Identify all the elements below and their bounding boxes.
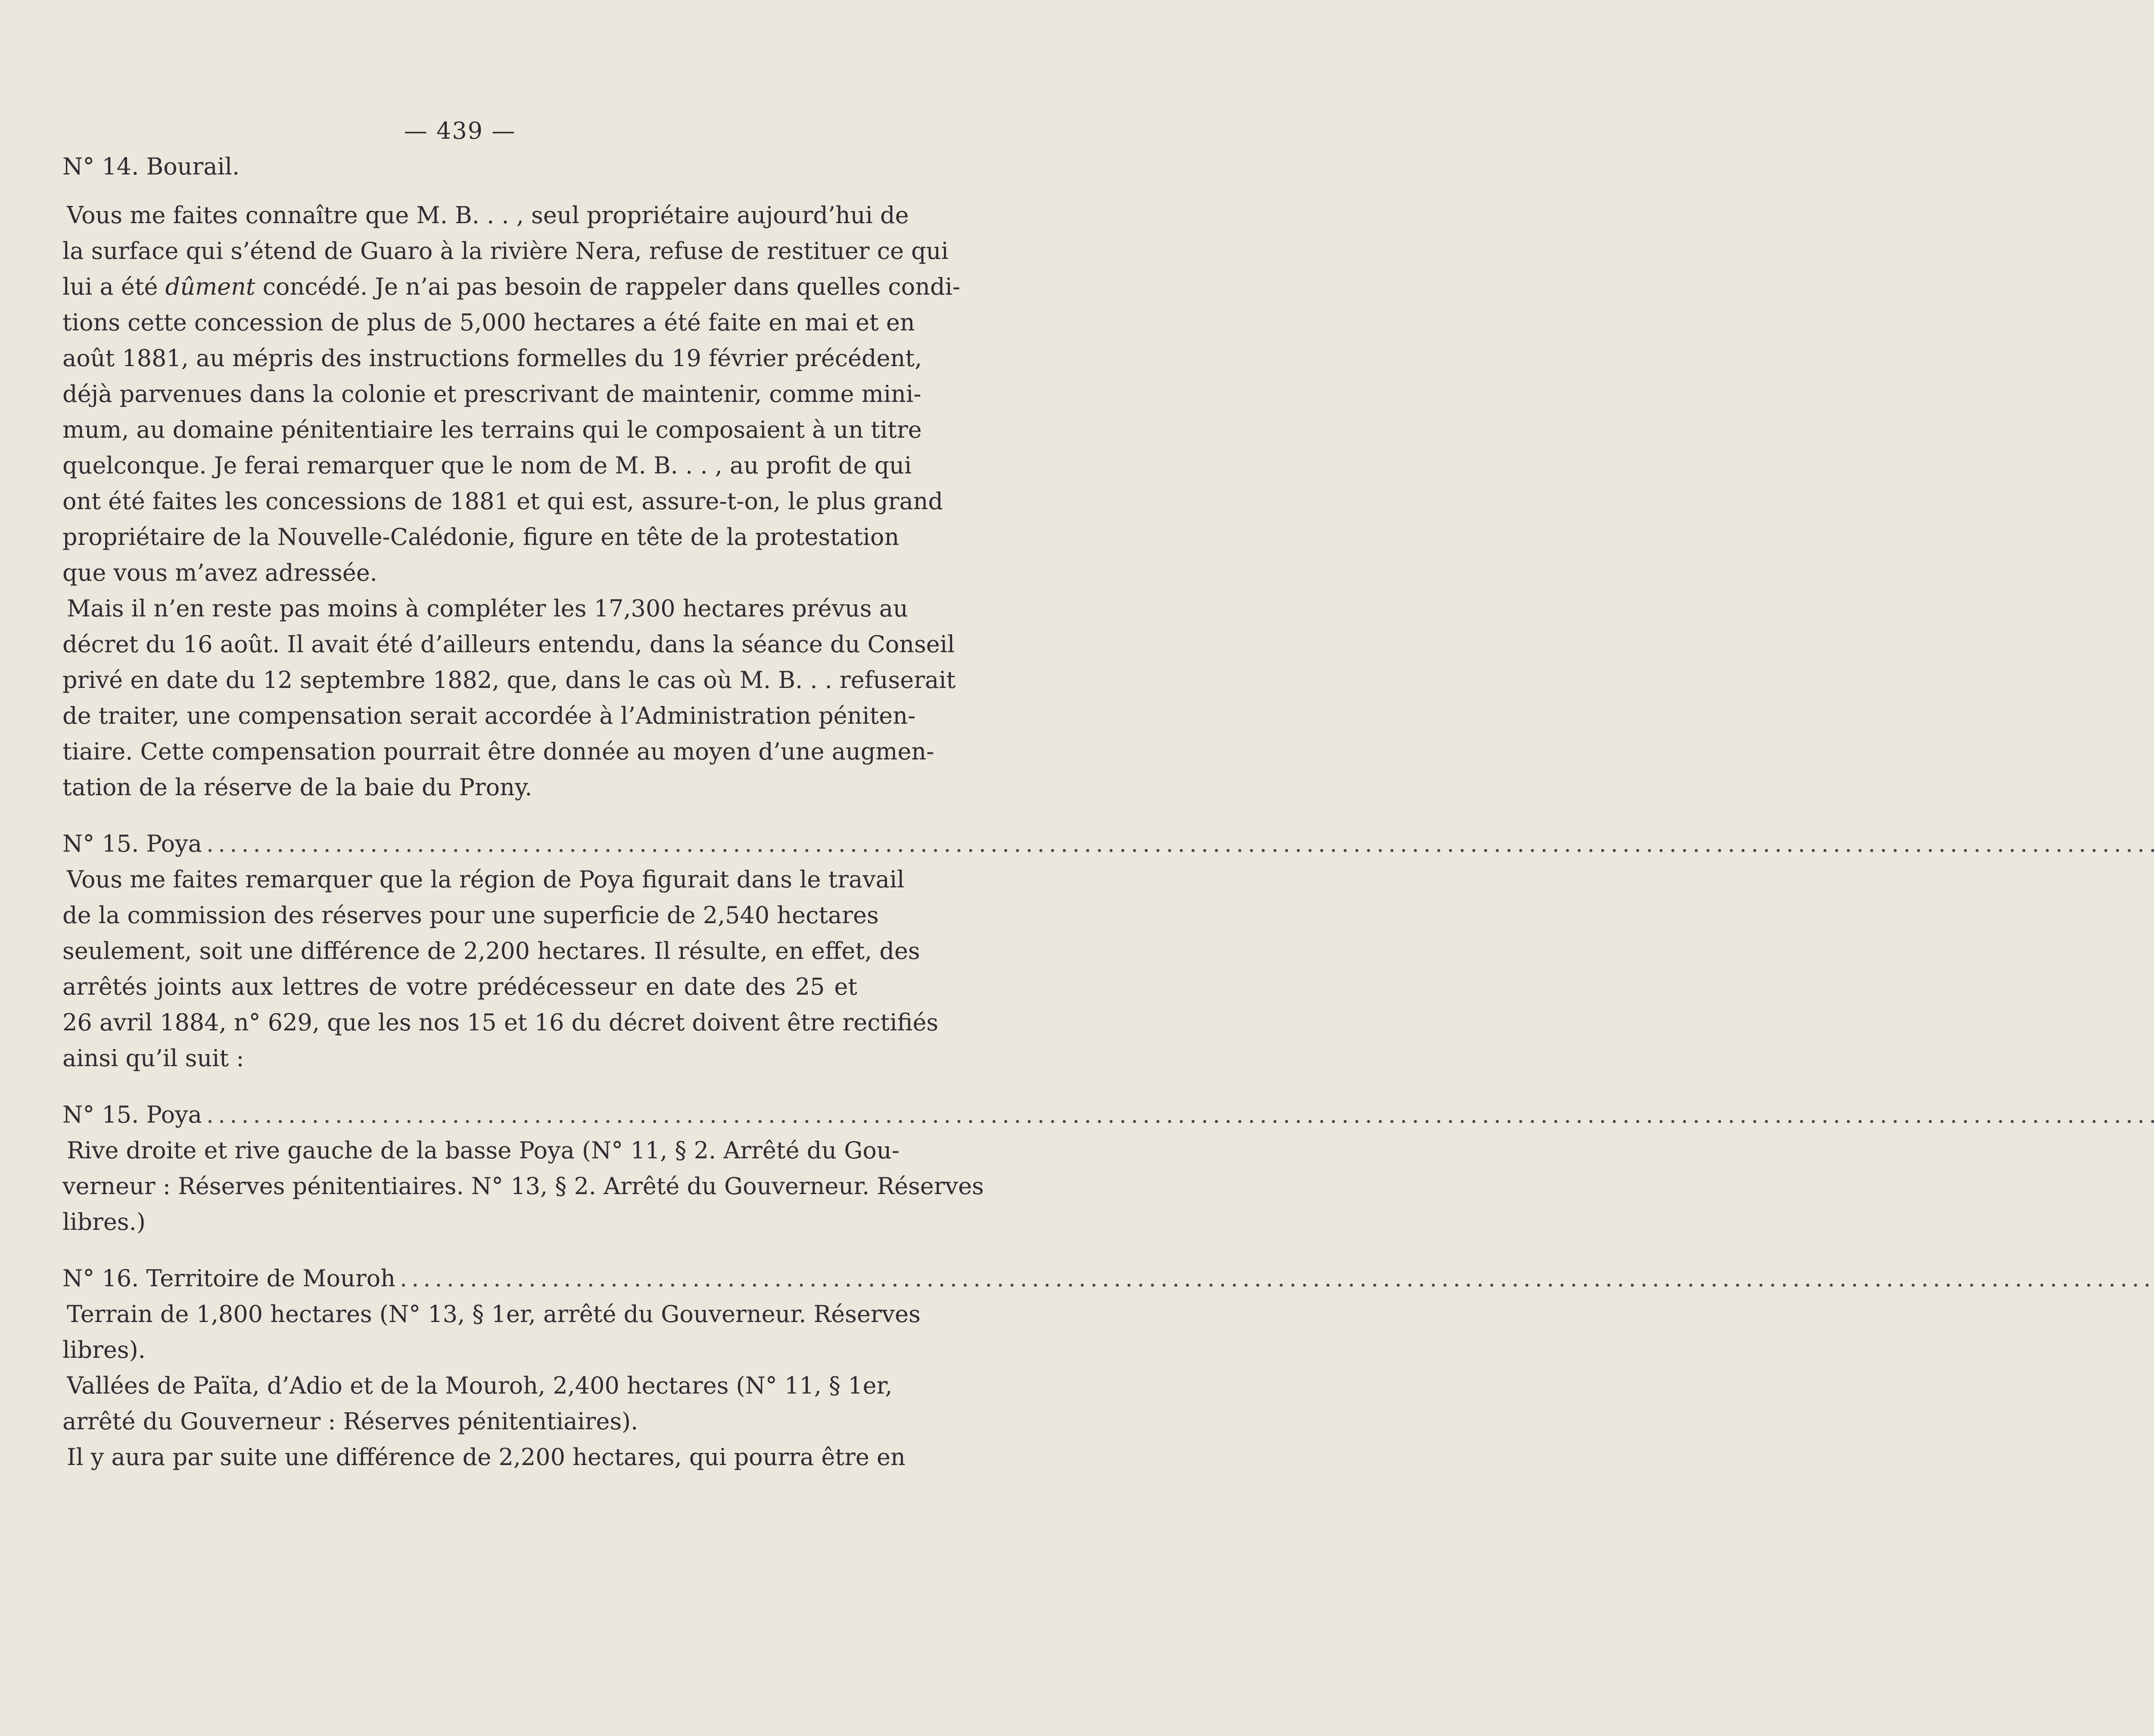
paragraph-line: privé en date du 12 septembre 1882, que, dans le cas où M. B. . . refuserait xyxy=(62,666,956,694)
paragraph-line: décret du 16 août. Il avait été d’ailleurs entendu, dans la séance du Conseil xyxy=(62,631,955,658)
paragraph-line: arrêtés joints aux lettres de votre prédécesseur en date des 25 et xyxy=(62,973,857,1000)
leader-dots xyxy=(202,826,2154,862)
text-column xyxy=(62,113,984,1475)
entry-poya-corrected xyxy=(62,1097,857,1132)
paragraph-gap xyxy=(62,1240,857,1260)
entry-poya xyxy=(62,826,857,862)
book-page xyxy=(0,0,1044,1736)
paragraph-line: la surface qui s’étend de Guaro à la rivière Nera, refuse de restituer ce qui xyxy=(62,237,949,264)
paragraph-line: libres). xyxy=(62,1336,146,1363)
line-text: lui a été xyxy=(62,273,165,300)
paragraph-line: Mais il n’en reste pas moins à compléter les 17,300 hectares prévus au xyxy=(67,595,908,622)
leader-dots xyxy=(202,1097,2154,1132)
paragraph-line: verneur : Réserves pénitentiaires. N° 13, § 2. Arrêté du Gouverneur. Réserves xyxy=(62,1173,984,1200)
paragraph-line: tiaire. Cette compensation pourrait être donnée au moyen d’une augmen- xyxy=(62,738,934,765)
line-text: concédé. Je n’ai pas besoin de rappeler dans quelles condi- xyxy=(255,273,961,300)
paragraph-gap xyxy=(62,184,857,197)
paragraph-gap xyxy=(62,805,857,826)
paragraph-line: Terrain de 1,800 hectares (N° 13, § 1er, arrêté du Gouverneur. Réserves xyxy=(67,1300,921,1328)
emphasized-word: dûment xyxy=(165,273,255,300)
section-heading: N° 14. Bourail. xyxy=(62,153,240,180)
paragraph-line: Il y aura par suite une différence de 2,200 hectares, qui pourra être en xyxy=(67,1444,906,1471)
page-number: — 439 — xyxy=(404,117,516,144)
paragraph-line: quelconque. Je ferai remarquer que le nom de M. B. . . , au profit de qui xyxy=(62,452,912,479)
paragraph-line: arrêté du Gouverneur : Réserves pénitentiaires). xyxy=(62,1408,638,1435)
entry-label: N° 16. Territoire de Mouroh xyxy=(62,1265,395,1292)
entry-label: N° 15. Poya xyxy=(62,830,202,857)
entry-mouroh xyxy=(62,1260,857,1296)
paragraph-line: mum, au domaine pénitentiaire les terrains qui le composaient à un titre xyxy=(62,416,922,443)
paragraph-line: déjà parvenues dans la colonie et prescrivant de maintenir, comme mini- xyxy=(62,380,921,408)
paragraph-line: Rive droite et rive gauche de la basse Poya (N° 11, § 2. Arrêté du Gou- xyxy=(67,1137,900,1164)
paragraph-line: de la commission des réserves pour une superficie de 2,540 hectares xyxy=(62,902,879,929)
paragraph-line: que vous m’avez adressée. xyxy=(62,559,377,586)
paragraph-line: tions cette concession de plus de 5,000 hectares a été faite en mai et en xyxy=(62,309,915,336)
paragraph-line: libres.) xyxy=(62,1208,146,1235)
paragraph-line: ainsi qu’il suit : xyxy=(62,1045,244,1072)
paragraph-line xyxy=(62,269,961,305)
paragraph-line: Vous me faites remarquer que la région de Poya figurait dans le travail xyxy=(67,866,905,893)
paragraph-gap xyxy=(62,1076,857,1097)
paragraph-line: de traiter, une compensation serait accordée à l’Administration péniten- xyxy=(62,702,916,729)
leader-dots xyxy=(395,1260,2154,1296)
paragraph-line: seulement, soit une différence de 2,200 hectares. Il résulte, en effet, des xyxy=(62,937,920,964)
paragraph-line: ont été faites les concessions de 1881 et qui est, assure-t-on, le plus grand xyxy=(62,488,943,515)
paragraph-line: propriétaire de la Nouvelle-Calédonie, figure en tête de la protestation xyxy=(62,523,900,551)
paragraph-line: Vous me faites connaître que M. B. . . , seul propriétaire aujourd’hui de xyxy=(67,202,909,229)
paragraph-line: 26 avril 1884, n° 629, que les nos 15 et 16 du décret doivent être rectifiés xyxy=(62,1009,939,1036)
paragraph-line: tation de la réserve de la baie du Prony. xyxy=(62,774,532,801)
paragraph-line: août 1881, au mépris des instructions formelles du 19 février précédent, xyxy=(62,345,922,372)
entry-label: N° 15. Poya xyxy=(62,1101,202,1128)
paragraph-line: Vallées de Païta, d’Adio et de la Mouroh, 2,400 hectares (N° 11, § 1er, xyxy=(67,1372,893,1399)
